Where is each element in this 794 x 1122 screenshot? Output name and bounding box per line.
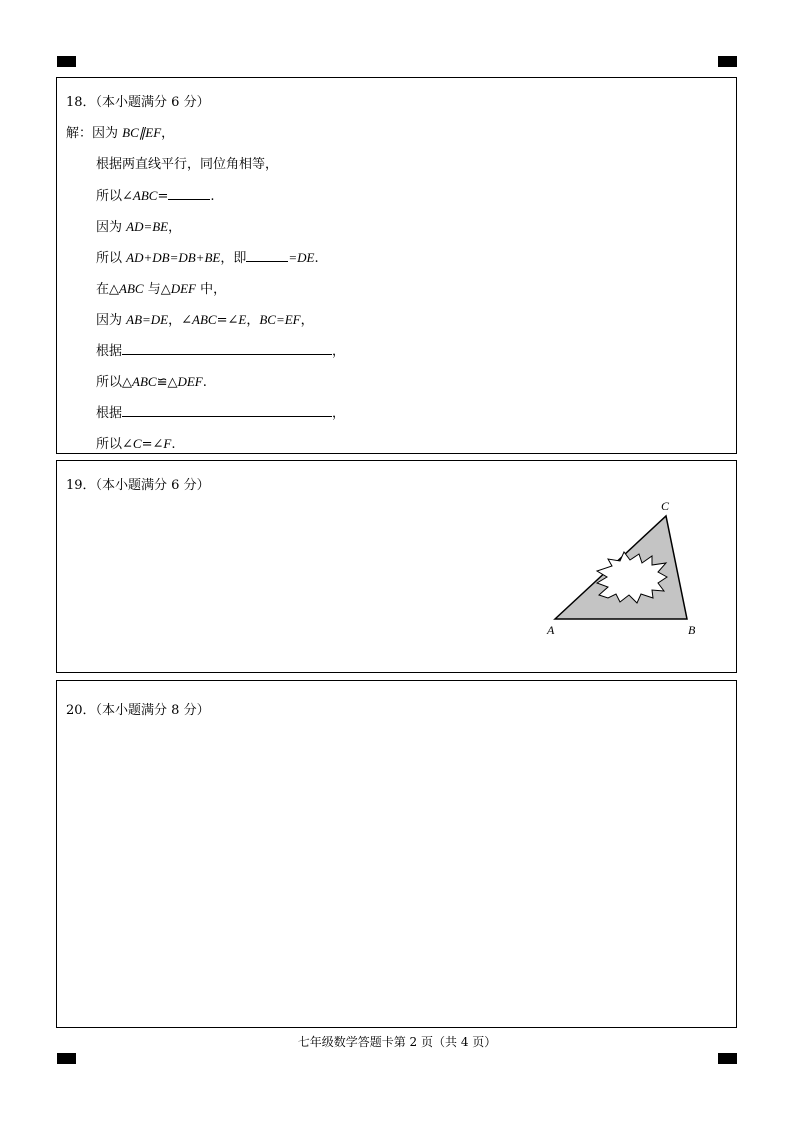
torn-triangle-figure	[542, 499, 702, 644]
q18-line-10: 根据 ，	[96, 406, 346, 421]
registration-mark-top-left	[57, 56, 76, 67]
q18-line-7: 因为 AB=DE，∠ABC=∠E，BC=EF，	[96, 312, 314, 328]
question-20-answer-box[interactable]	[56, 680, 737, 1028]
question-19-heading: 19．（本小题满分 6 分）	[66, 478, 210, 493]
registration-mark-bottom-left	[57, 1053, 76, 1064]
q18-line-3: 所以∠ABC= .	[96, 188, 215, 204]
page-footer: 七年级数学答题卡第 2 页（共 4 页）	[297, 1035, 497, 1049]
q18-line-2: 根据两直线平行，同位角相等，	[96, 157, 279, 172]
answer-blank-reason-1[interactable]	[122, 342, 332, 355]
q18-line-1: 解：因为 BC∥EF，	[66, 125, 175, 141]
question-18-heading: 18．（本小题满分 6 分）	[66, 95, 210, 110]
q18-line-9: 所以△ABC≌△DEF.	[96, 374, 207, 390]
question-20-heading: 20．（本小题满分 8 分）	[66, 703, 210, 718]
q18-line-11: 所以∠C=∠F.	[96, 436, 176, 452]
answer-blank-reason-2[interactable]	[122, 404, 332, 417]
vertex-label-b: B	[688, 623, 696, 637]
q18-line-5: 所以 AD+DB=DB+BE，即 =DE.	[96, 250, 319, 266]
question-19-answer-box[interactable]	[56, 460, 737, 673]
q18-line-8: 根据 ，	[96, 344, 346, 359]
q18-line-6: 在△ABC 与△DEF 中，	[96, 281, 227, 297]
answer-blank-angle[interactable]	[168, 187, 210, 200]
vertex-label-a: A	[547, 623, 555, 637]
q18-line-4: 因为 AD=BE，	[96, 219, 182, 235]
registration-mark-top-right	[718, 56, 737, 67]
answer-blank-segment[interactable]	[246, 249, 288, 262]
registration-mark-bottom-right	[718, 1053, 737, 1064]
vertex-label-c: C	[661, 499, 670, 513]
question-18-answer-box[interactable]	[56, 77, 737, 454]
